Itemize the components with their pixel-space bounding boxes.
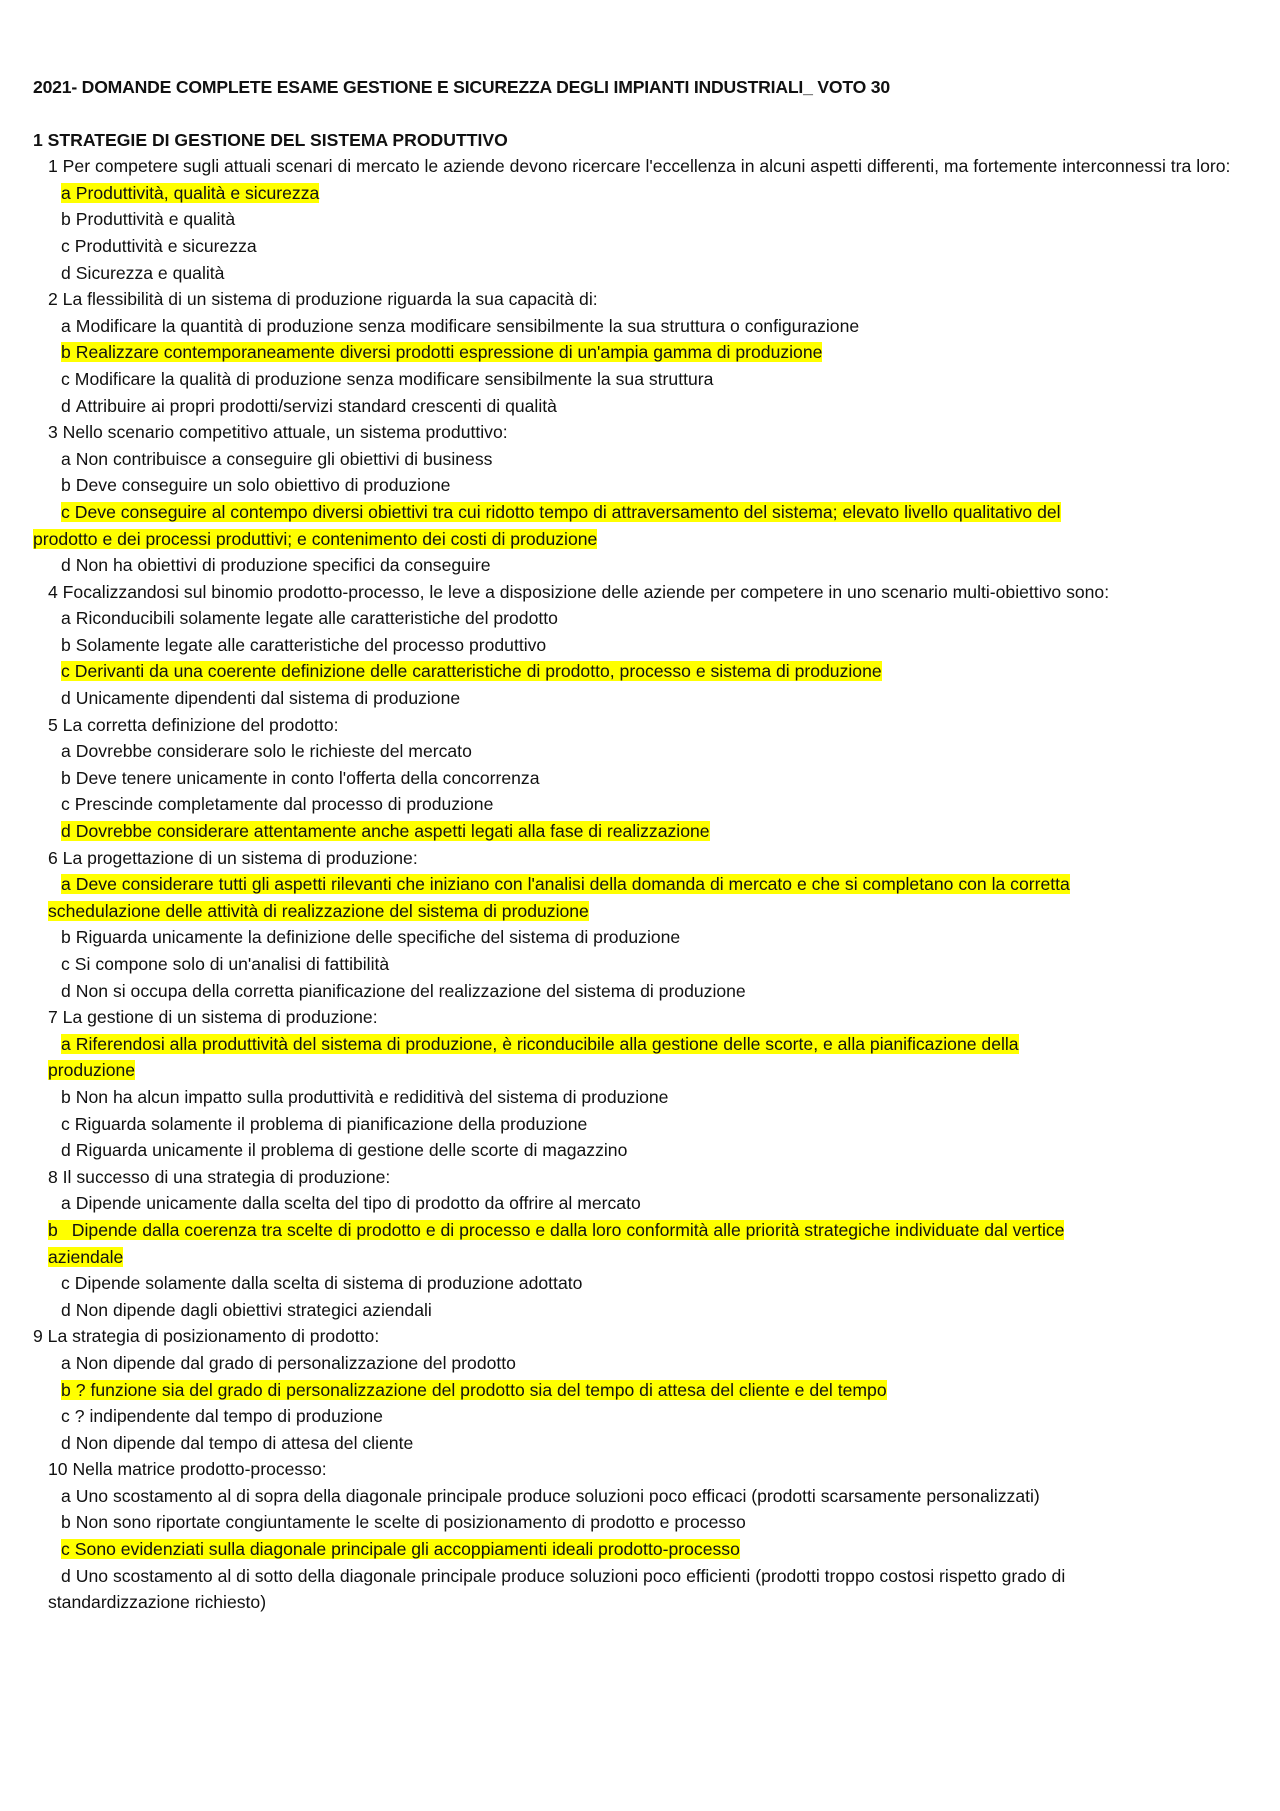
answer-option: d Non ha obiettivi di produzione specifici da conseguire [61,555,491,576]
correct-answer-highlight: b ? funzione sia del grado di personalizzazione del prodotto sia del tempo di attesa del cliente e del tempo [61,1379,887,1400]
answer-option: a Non contribuisce a conseguire gli obiettivi di business [61,448,493,469]
answer-option [33,339,1248,366]
document-page [33,74,1248,1616]
correct-answer-highlight: a Riferendosi alla produttività del sistema di produzione, è riconducibile alla gestione delle scorte, e alla pianificazione della [61,1033,1019,1054]
answer-option: a Dipende unicamente dalla scelta del tipo di prodotto da offrire al mercato [61,1193,641,1214]
answer-option: d Unicamente dipendenti dal sistema di produzione [61,688,461,709]
correct-answer-highlight: b Realizzare contemporaneamente diversi prodotti espressione di un'ampia gamma di produzione [61,342,823,363]
question-2: 2 La flessibilità di un sistema di produzione riguarda la sua capacità di: [48,289,598,310]
question-8: 8 Il successo di una strategia di produzione: [48,1166,391,1187]
answer-option: a Non dipende dal grado di personalizzazione del prodotto [61,1352,516,1373]
answer-option: c Prescinde completamente dal processo di produzione [61,794,494,815]
question-4: 4 Focalizzandosi sul binomio prodotto-processo, le leve a disposizione delle aziende per competere in uno scenario multi-obiettivo sono: [48,581,1110,602]
answer-option: a Modificare la quantità di produzione senza modificare sensibilmente la sua struttura o configurazione [61,315,860,336]
answer-option: a Uno scostamento al di sopra della diagonale principale produce soluzioni poco efficaci (prodotti scarsamente personalizzati) [61,1485,1040,1506]
answer-option [33,818,1248,845]
answer-option [33,180,1248,207]
answer-option: b Deve tenere unicamente in conto l'offerta della concorrenza [61,767,540,788]
correct-answer-highlight: aziendale [48,1246,124,1267]
answer-option: c Dipende solamente dalla scelta di sistema di produzione adottato [61,1273,583,1294]
correct-answer-highlight: schedulazione delle attività di realizzazione del sistema di produzione [48,900,589,921]
question-5: 5 La corretta definizione del prodotto: [48,714,339,735]
answer-option: b Deve conseguire un solo obiettivo di produzione [61,475,451,496]
answer-option [33,1377,1248,1404]
answer-option: a Riconducibili solamente legate alle caratteristiche del prodotto [61,608,558,629]
question-10: 10 Nella matrice prodotto-processo: [48,1459,327,1480]
answer-option: b Non sono riportate congiuntamente le scelte di posizionamento di prodotto e processo [61,1512,746,1533]
answer-option: c Riguarda solamente il problema di pianificazione della produzione [61,1113,588,1134]
answer-option: b Produttività e qualità [61,209,236,230]
answer-option: c Si compone solo di un'analisi di fattibilità [61,954,390,974]
correct-answer-highlight: b Dipende dalla coerenza tra scelte di prodotto e di processo e dalla loro conformità alle priorità strategiche individuate dal vertice [48,1219,1065,1240]
section-heading: 1 STRATEGIE DI GESTIONE DEL SISTEMA PRODUTTIVO [33,129,508,150]
answer-option: d Non si occupa della corretta pianificazione del realizzazione del sistema di produzione [61,980,746,1001]
question-6: 6 La progettazione di un sistema di produzione: [48,847,418,868]
correct-answer-highlight: a Deve considerare tutti gli aspetti rilevanti che iniziano con l'analisi della domanda di mercato e che si completano con la corretta [61,874,1070,895]
answer-option: c ? indipendente dal tempo di produzione [61,1406,383,1427]
answer-option-continuation [33,1244,1248,1271]
answer-option: b Non ha alcun impatto sulla produttività e rediditivà del sistema di produzione [61,1086,669,1107]
answer-option [33,871,1248,898]
answer-option-continuation [33,1057,1248,1084]
answer-option [33,499,1248,526]
answer-option: c Produttività e sicurezza [61,235,257,256]
answer-option: d Non dipende dal tempo di attesa del cliente [61,1432,414,1453]
correct-answer-highlight: c Derivanti da una coerente definizione delle caratteristiche di prodotto, processo e sistema di produzione [61,661,882,682]
answer-option: d Riguarda unicamente il problema di gestione delle scorte di magazzino [61,1140,628,1161]
correct-answer-highlight: d Dovrebbe considerare attentamente anche aspetti legati alla fase di realizzazione [61,821,710,842]
answer-option-continuation [33,898,1248,925]
document-title: 2021- DOMANDE COMPLETE ESAME GESTIONE E SICUREZZA DEGLI IMPIANTI INDUSTRIALI_ VOTO 30 [33,77,890,97]
answer-option [33,1031,1248,1058]
answer-option: b Riguarda unicamente la definizione delle specifiche del sistema di produzione [61,927,681,948]
answer-option: d Attribuire ai propri prodotti/servizi standard crescenti di qualità [61,395,557,416]
correct-answer-highlight: c Sono evidenziati sulla diagonale principale gli accoppiamenti ideali prodotto-processo [61,1539,740,1560]
question-9: 9 La strategia di posizionamento di prodotto: [33,1326,380,1347]
question-7: 7 La gestione di un sistema di produzione: [48,1007,378,1028]
answer-option: a Dovrebbe considerare solo le richieste del mercato [61,741,472,762]
question-3: 3 Nello scenario competitivo attuale, un sistema produttivo: [48,422,508,443]
answer-option: d Sicurezza e qualità [61,262,225,283]
answer-option: c Modificare la qualità di produzione senza modificare sensibilmente la sua struttura [61,368,714,389]
answer-option [33,1536,1248,1563]
answer-option [33,1217,1248,1244]
question-1: 1 Per competere sugli attuali scenari di mercato le aziende devono ricercare l'eccellenza in alcuni aspetti differenti, ma fortemente interconnessi tra loro: [48,156,1231,177]
answer-option: d Non dipende dagli obiettivi strategici aziendali [61,1299,432,1320]
answer-option: b Solamente legate alle caratteristiche del processo produttivo [61,634,547,655]
correct-answer-highlight: produzione [48,1060,136,1081]
answer-option-continuation: standardizzazione richiesto) [48,1592,267,1613]
answer-option [33,658,1248,685]
answer-option-continuation [33,526,1248,553]
correct-answer-highlight: c Deve conseguire al contempo diversi obiettivi tra cui ridotto tempo di attraversamento del sistema; elevato livello qualitativo del [61,501,1061,522]
correct-answer-highlight: a Produttività, qualità e sicurezza [61,182,320,203]
correct-answer-highlight: prodotto e dei processi produttivi; e contenimento dei costi di produzione [33,528,598,549]
answer-option: d Uno scostamento al di sotto della diagonale principale produce soluzioni poco efficienti (prodotti troppo costosi rispetto grado di [61,1565,1066,1586]
